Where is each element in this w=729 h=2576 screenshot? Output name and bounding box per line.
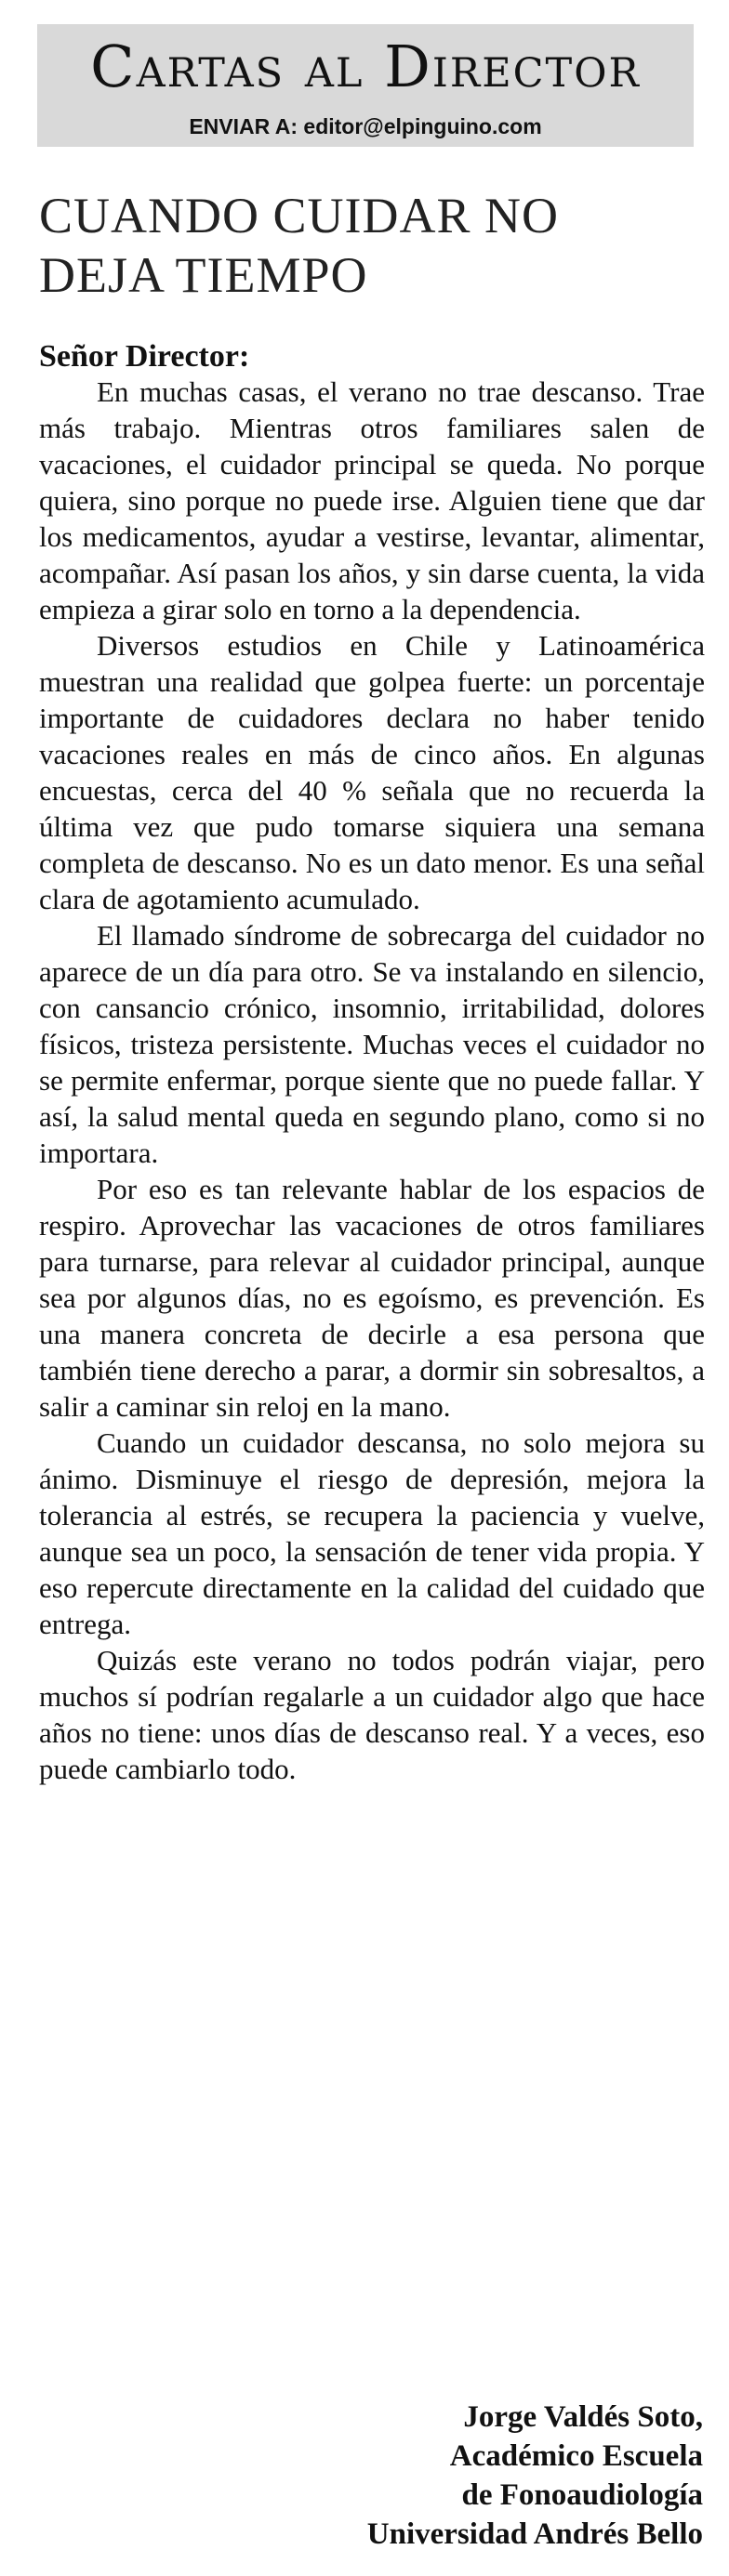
section-title: Cartas al Director — [90, 33, 641, 100]
letter-signature — [367, 2398, 703, 2554]
letter-body — [39, 374, 705, 1787]
letter-headline: CUANDO CUIDAR NO DEJA TIEMPO — [39, 188, 560, 303]
author-institution: Universidad Andrés Bello — [366, 2517, 703, 2551]
author-department: de Fonoaudiología — [461, 2478, 703, 2512]
author-name: Jorge Valdés Soto, — [463, 2400, 703, 2434]
paragraph-3: El llamado síndrome de sobrecarga del cuidador no aparece de un día para otro. Se va instalando en silencio, con cansancio crónico, insomnio, irritabilidad, dolores físicos, tristeza persistente. Muchas veces el cuidador no se permite enfermar, porque siente que no puede fallar. Y así, la salud mental queda en segundo plano, como si no importara. — [39, 919, 705, 1169]
paragraph-1: En muchas casas, el verano no trae descanso. Trae más trabajo. Mientras otros familiares salen de vacaciones, el cuidador principal se queda. No porque quiera, sino porque no puede irse. Alguien tiene que dar los medicamentos, ayudar a vestirse, levantar, alimentar, acompañar. Así pasan los años, y sin darse cuenta, la vida empieza a girar solo en torno a la dependencia. — [39, 375, 705, 625]
paragraph-2: Diversos estudios en Chile y Latinoamérica muestran una realidad que golpea fuerte: un porcentaje importante de cuidadores declara no haber tenido vacaciones reales en más de cinco años. En algunas encuestas, cerca del 40 % señala que no recuerda la última vez que pudo tomarse siquiera una semana completa de descanso. No es un dato menor. Es una señal clara de agotamiento acumulado. — [39, 629, 705, 915]
send-to-email[interactable]: ENVIAR A: editor@elpinguino.com — [189, 114, 542, 138]
paragraph-5: Cuando un cuidador descansa, no solo mejora su ánimo. Disminuye el riesgo de depresión, mejora la tolerancia al estrés, se recupera la paciencia y vuelve, aunque sea un poco, la sensación de tener vida propia. Y eso repercute directamente en la calidad del cuidado que entrega. — [39, 1426, 705, 1640]
paragraph-6: Quizás este verano no todos podrán viajar, pero muchos sí podrían regalarle a un cuidador algo que hace años no tiene: unos días de descanso real. Y a veces, eso puede cambiarlo todo. — [39, 1644, 705, 1785]
letter-salutation: Señor Director: — [39, 339, 250, 374]
author-title: Académico Escuela — [449, 2439, 703, 2473]
paragraph-4: Por eso es tan relevante hablar de los espacios de respiro. Aprovechar las vacaciones de otros familiares para turnarse, para relevar al cuidador principal, aunque sea por algunos días, no es egoísmo, es prevención. Es una manera concreta de decirle a esa persona que también tiene derecho a parar, a dormir sin sobresaltos, a salir a caminar sin reloj en la mano. — [39, 1173, 705, 1423]
section-banner — [37, 24, 694, 147]
